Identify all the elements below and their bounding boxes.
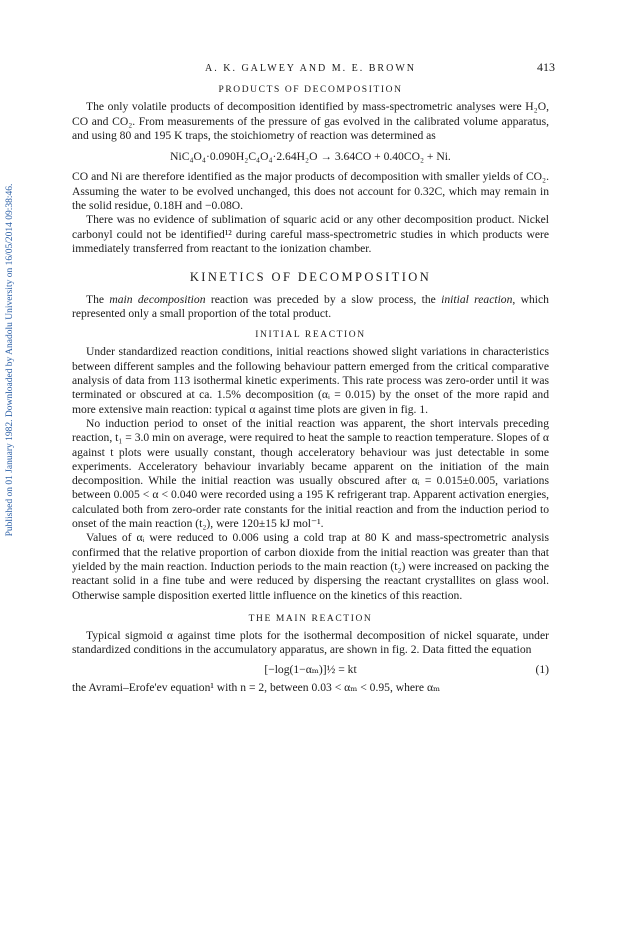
subsection-heading-main-reaction: THE MAIN REACTION [248, 613, 373, 624]
paragraph: No induction period to onset of the initial reaction was apparent, the short intervals preceding reaction, t₁ = 3.0 min on average, were required to heat the sample to reaction temperature. Slopes of α against t plots were usually constant, though acceleratory behaviour was just detectable in some experiments. Acceleratory behaviour invariably became apparent on the initiation of the main decomposition. While the initial reaction was usually obscured after αᵢ = 0.015±0.005, variations between 0.005 < α < 0.040 were recorded using a 195 K refrigerant trap. Apparent activation energies, calculated both from zero-order rate constants for the initial reaction and from the induction period to onset of the main reaction (t₂), were 120±15 kJ mol⁻¹. [72, 416, 550, 531]
paragraph: CO and Ni are therefore identified as the major products of decomposition with smaller yields of CO₂. Assuming the water to be evolved unchanged, this does not account for 0.32C, which may remain in the solid residue, 0.18H and −0.08O. [72, 170, 549, 213]
page-number: 413 [537, 60, 555, 74]
running-head [72, 60, 555, 78]
avrami-equation [72, 663, 549, 677]
equation-number: (1) [535, 662, 549, 676]
equation-text: [−log(1−αₘ)]½ = kt [264, 662, 357, 676]
download-notice [3, 120, 17, 600]
paragraph: Values of αᵢ were reduced to 0.006 using a cold trap at 80 K and mass-spectrometric analysis confirmed that the relative proportion of carbon dioxide from the initial reaction was greater than that yielded by the main reaction. Induction periods to the main reaction (t₂) were increased on packing the reactant solid in a fine tube and were reduced by dispersing the reactant crystallites on glass wool. Otherwise sample disposition exerted little influence on the kinetics of this reaction. [72, 531, 549, 602]
paragraph: The main decomposition reaction was preceded by a slow process, the initial reaction, which represented only a small proportion of the total product. [72, 292, 549, 320]
paragraph: The only volatile products of decomposition identified by mass-spectrometric analyses were H₂O, CO and CO₂. From measurements of the pressure of gas evolved in the calibrated volume apparatus, and using 80 and 195 K traps, the stoichiometry of reaction was determined as [72, 100, 549, 142]
subsection-heading-initial-reaction: INITIAL REACTION [255, 330, 366, 341]
article-page [72, 60, 555, 695]
stoichiometry-equation: NiC₄O₄·0.090H₂C₄O₄·2.64H₂O → 3.64CO + 0.40CO₂ + Ni. [170, 150, 451, 164]
paragraph: Typical sigmoid α against time plots for the isothermal decomposition of nickel squarate, under standardized conditions in the accumulatory apparatus, are shown in fig. 2. Data fitted the equation [72, 629, 549, 657]
paragraph: Under standardized reaction conditions, initial reactions showed slight variations in characteristics between different samples and the following behaviour pattern emerged from the critical comparative analysis of data from 113 isothermal kinetic experiments. This rate process was zero-order until it was terminated or obscured at ca. 1.5% decomposition (αᵢ = 0.015) by the onset of the more rapid and more extensive main reaction: typical α against time plots are given in fig. 1. [72, 345, 549, 416]
section-heading-products: PRODUCTS OF DECOMPOSITION [218, 85, 403, 95]
running-head-authors: A. K. GALWEY AND M. E. BROWN [205, 63, 416, 74]
section-heading-kinetics: KINETICS OF DECOMPOSITION [189, 270, 432, 285]
paragraph: There was no evidence of sublimation of squaric acid or any other decomposition product. Nickel carbonyl could not be identified¹² during careful mass-spectrometric studies in which products were immediately transferred from reactant to the ionization chamber. [72, 213, 549, 255]
paragraph: the Avrami–Erofe'ev equation¹ with n = 2, between 0.03 < αₘ < 0.95, where αₘ [72, 680, 441, 694]
download-notice-text: Published on 01 January 1982. Downloaded by Anadolu University on 16/05/2014 09:38:46. [5, 183, 15, 537]
